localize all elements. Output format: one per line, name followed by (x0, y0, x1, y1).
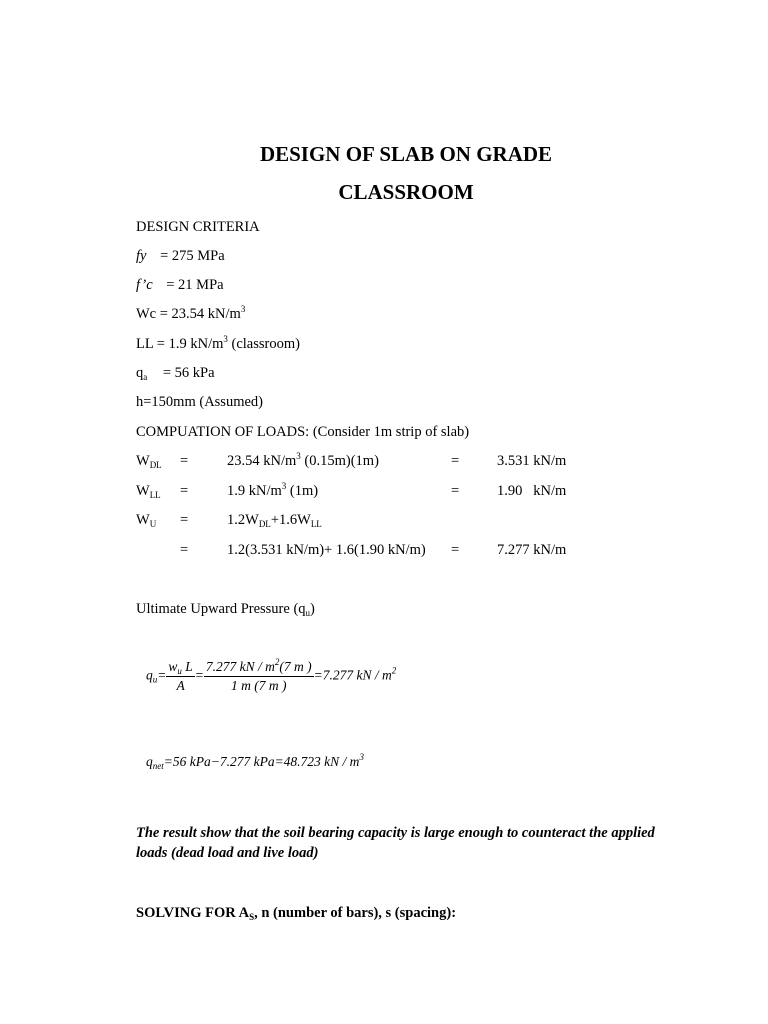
ll-line (136, 335, 300, 353)
qa-symbol: q (136, 365, 144, 381)
wu-equals: = (180, 512, 189, 528)
wdl-expression: 23.54 $kN/m^3$ (0.15m)(1m) (227, 451, 379, 469)
fc-line (136, 276, 224, 294)
fy-line (136, 247, 225, 265)
wc-exponent: 3 (240, 304, 246, 314)
equation-qnet: $q_{net}=56$ kPa−7.277 kPa=48.723 kN / $m^3$ (146, 752, 364, 771)
loads-heading: COMPUATION OF LOADS: (Consider 1m strip of slab) (136, 424, 470, 440)
qa-subscript: a (143, 372, 148, 382)
wu2-equals: = (180, 542, 189, 558)
wll-expression: 1.9 $kN/m^3$ (1m) (227, 481, 319, 499)
qa-line (136, 364, 215, 382)
solving-heading: SOLVING FOR $A_S$, n (number of bars), s (spacing): (136, 905, 457, 922)
fc-value: = 21 MPa (166, 277, 224, 293)
wdl-label: $W_{DL}$ (136, 453, 162, 470)
wu-label: $W_U$ (136, 512, 157, 529)
pressure-heading: Ultimate Upward Pressure $(q_u)$ (136, 601, 315, 618)
fraction-load-over-area: $\frac{7.277 kN / m^2(7 m )}{1 m (7 m )}$ (205, 657, 312, 693)
wu2-expression: 1.2(3.531 kN/m)+ 1.6(1.90 kN/m) (227, 542, 426, 558)
wc-line (136, 305, 245, 323)
title-line-2: CLASSROOM (338, 180, 474, 204)
ll-text: LL = 1.9 kN/m (136, 336, 224, 352)
h-line: h=150mm (Assumed) (136, 394, 263, 410)
wll-equals: = (180, 483, 189, 499)
qa-value: = 56 kPa (162, 365, 215, 381)
fraction-wu-over-a: $\frac{w_u L}{A}$ (168, 659, 193, 693)
fy-symbol: fy (136, 248, 147, 264)
ll-tail: (classroom) (227, 336, 300, 352)
design-criteria-heading: DESIGN CRITERIA (136, 219, 260, 235)
wu2-result: 7.277 kN/m (497, 542, 567, 558)
wdl-result: 3.531 kN/m (497, 453, 567, 469)
wll-equals-2: = (451, 483, 460, 499)
wu-expression: $1.2W_{DL}+1.6W_{LL}$ (227, 512, 322, 529)
equation-qu: $q_u=$ $\frac{w_u L}{A}$ = $\frac{7.277 kN / m^2(7 m )}{1 m (7 m )}$ =7.277 kN / $m^2$ (146, 657, 397, 693)
wc-text: Wc = 23.54 kN/m (136, 306, 241, 322)
conclusion-line-2: loads (dead load and live load) (136, 845, 319, 861)
wll-label: $W_{LL}$ (136, 483, 161, 500)
fc-symbol: f’c (136, 277, 153, 293)
ll-exponent: 3 (223, 334, 228, 344)
title-line-1: DESIGN OF SLAB ON GRADE (259, 142, 553, 166)
wdl-equals-2: = (451, 453, 460, 469)
wdl-equals: = (180, 453, 189, 469)
fy-value: = 275 MPa (160, 248, 225, 264)
wll-result: 1.90 kN/m (497, 483, 567, 499)
wu2-equals-2: = (451, 542, 460, 558)
conclusion-line-1: The result show that the soil bearing capacity is large enough to counteract the applied (136, 825, 655, 841)
